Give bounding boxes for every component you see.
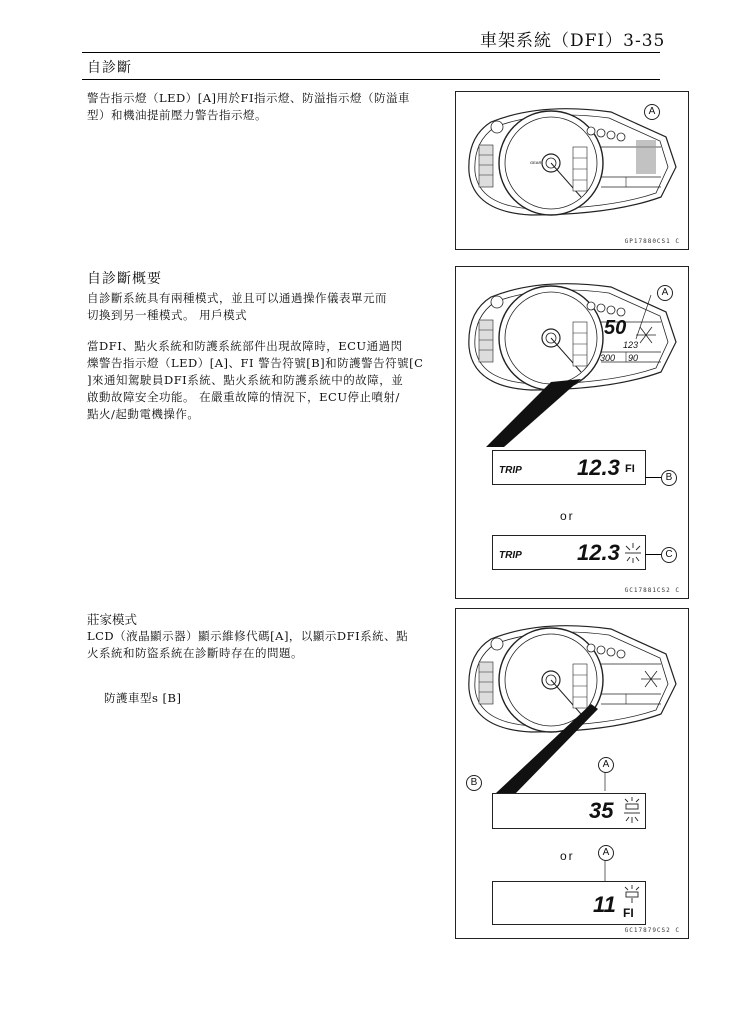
- section-2-paragraph-1: [87, 290, 437, 324]
- section-3-note: 防護車型s [B]: [104, 691, 182, 705]
- callout-a: A: [644, 104, 660, 120]
- section-3-paragraph: [87, 628, 437, 662]
- trip-left-value: 300: [600, 353, 616, 363]
- callout-c: C: [661, 547, 677, 563]
- lcd-panel-fi: [492, 450, 646, 485]
- section-title-overview: 自診斷概要: [87, 271, 162, 287]
- leader-line: [645, 554, 661, 555]
- section-1-paragraph: [87, 90, 437, 124]
- text-line: 切換到另一種模式。 用戶模式: [87, 308, 248, 322]
- text-line: 型）和機油提前壓力警告指示燈。: [87, 108, 267, 122]
- odo-value: 123: [623, 340, 639, 350]
- lcd-trip-label: TRIP: [499, 550, 522, 561]
- callout-b: B: [466, 775, 482, 791]
- or-label: or: [560, 849, 575, 863]
- oil-pressure-warning-icon: [621, 796, 643, 826]
- lcd-panel-security: [492, 535, 646, 570]
- service-code-value: 35: [589, 798, 614, 823]
- section-title-dealer-mode: 莊家模式: [87, 612, 138, 627]
- callout-b: B: [661, 470, 677, 486]
- oil-pressure-warning-icon: [621, 884, 643, 904]
- speed-value: 50: [604, 317, 627, 339]
- figure-warning-symbols: [455, 266, 689, 599]
- section-2-paragraph-2: [87, 338, 437, 423]
- text-line: 警告指示燈（LED）[A]用於FI指示燈、防溢指示燈（防溢車: [87, 91, 411, 105]
- leader-line: [645, 477, 661, 478]
- text-line: 自診斷系統具有兩種模式，並且可以通過操作儀表單元而: [87, 291, 387, 305]
- lcd-service-code-2: [492, 881, 646, 925]
- callout-a: A: [598, 845, 614, 861]
- lcd-service-code-1: [492, 793, 646, 829]
- fi-warning-icon: FI: [623, 906, 634, 920]
- text-line: 火系統和防盜系統在診斷時存在的問題。: [87, 646, 303, 660]
- text-line: LCD（液晶顯示器）顯示維修代碼[A]，以顯示DFI系統、點: [87, 629, 409, 643]
- page-header: 車架系統（DFI）3-35: [480, 31, 666, 51]
- lcd-trip-label: TRIP: [499, 465, 522, 476]
- text-line: 爍警告指示燈（LED）[A]、FI 警告符號[B]和防護警告符號[C: [87, 356, 424, 370]
- text-line: ]來通知駕駛員DFI系統、點火系統和防護系統中的故障，並: [87, 373, 404, 387]
- callout-a: A: [657, 285, 673, 301]
- or-label: or: [560, 509, 575, 523]
- text-line: 點火/起動電機操作。: [87, 407, 200, 421]
- trip-right-value: 90: [628, 353, 639, 363]
- figure-meter-led: [455, 91, 689, 250]
- lcd-trip-value: 12.3: [577, 540, 620, 565]
- callout-a: A: [598, 757, 614, 773]
- text-line: 啟動故障安全功能。 在嚴重故障的情況下，ECU停止噴射/: [87, 390, 400, 404]
- fi-warning-icon: FI: [625, 463, 635, 475]
- figure-code: GC17881CS2 C: [624, 587, 680, 594]
- lcd-trip-value: 12.3: [577, 455, 620, 480]
- figure-code: GP17880CS1 C: [624, 238, 680, 245]
- service-code-value: 11: [593, 892, 616, 917]
- section-title-self-diagnosis: 自診斷: [87, 60, 132, 76]
- text-line: 當DFI、點火系統和防護系統部件出現故障時，ECU通過閃: [87, 339, 403, 353]
- section-rule: [82, 79, 660, 80]
- security-warning-icon: [623, 542, 643, 564]
- header-rule: [82, 52, 660, 53]
- figure-code: GC17879CS2 C: [624, 927, 680, 934]
- gear-label: GEAR: [530, 160, 542, 165]
- figure-service-codes: [455, 608, 689, 939]
